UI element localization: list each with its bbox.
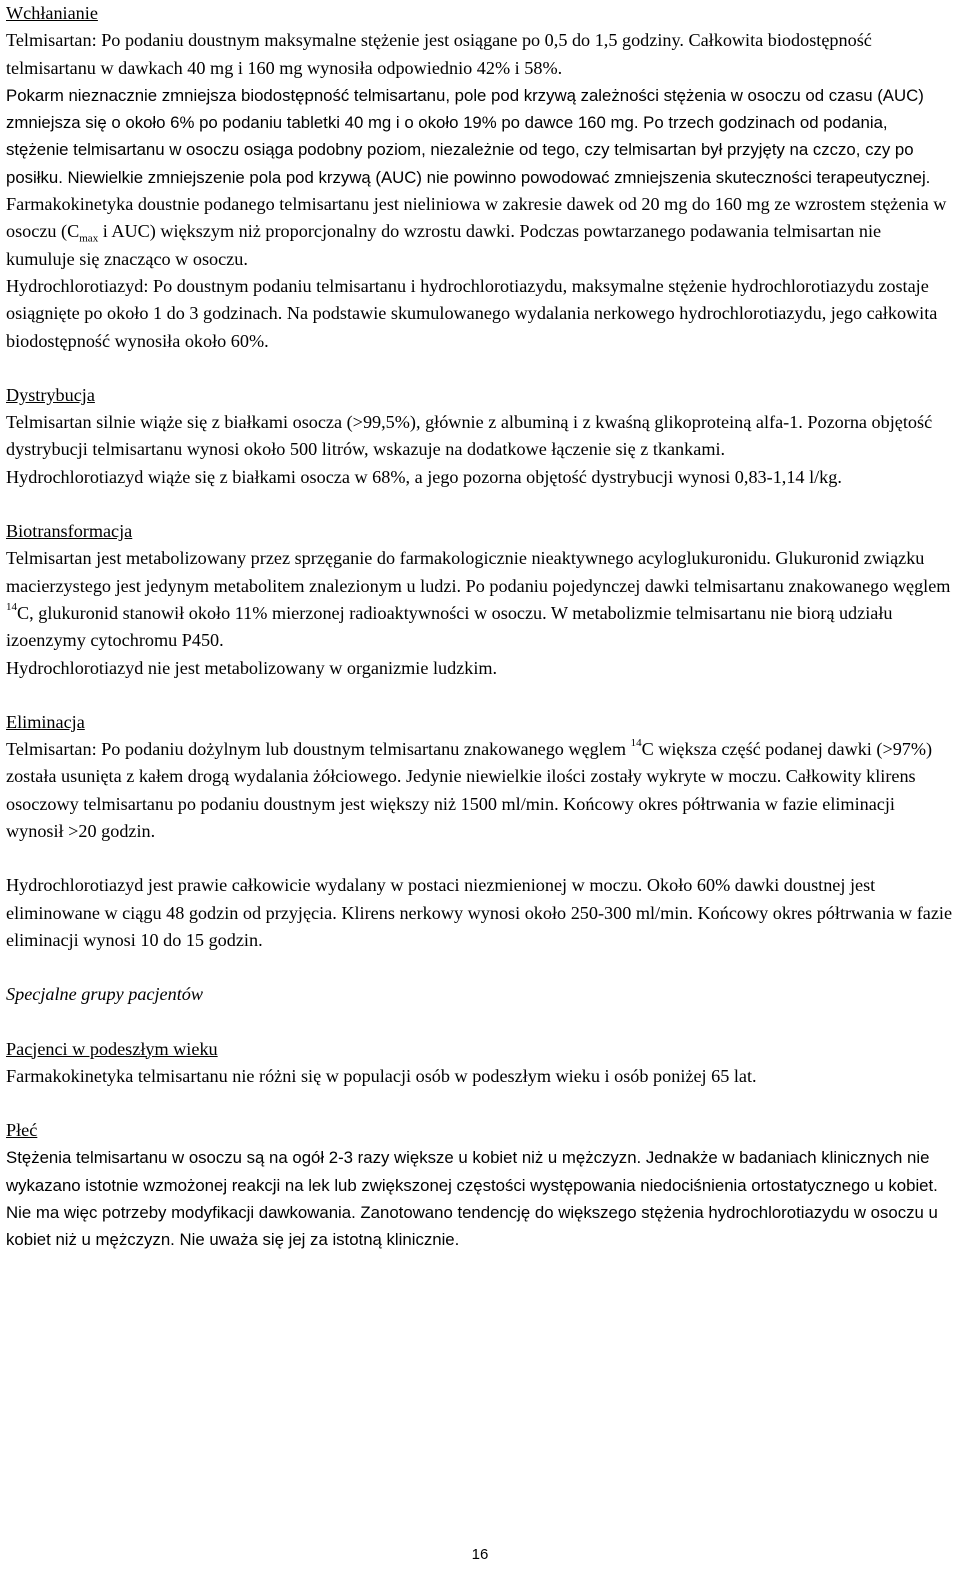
- absorption-three-hours-text: Po trzech godzinach od podania, stężenie telmisartanu w osoczu osiąga podobny poziom, niezależnie od tego, czy telmisartan był przyjęty na czczo, czy po posiłku. Niewielkie zmniejszenie pola pod krzywą (AUC) nie powinno powodować zmniejszenia skuteczności terapeutycznej.: [6, 113, 931, 187]
- absorption-telmisartan-paragraph: Telmisartan: Po podaniu doustnym maksymalne stężenie jest osiągane po 0,5 do 1,5 godziny. Całkowita biodostępność telmisartanu w dawkach 40 mg i 160 mg wynosiła odpowiednio 42% i 58%.: [6, 30, 872, 78]
- elimination-text-b: C większa część podanej dawki (>97%) została usunięta z kałem drogą wydalania żółciowego. Jedynie niewielkie ilości zostały wykryte w moczu. Całkowity klirens osoczowy telmisartanu po podaniu doustnym jest większy niż 1500 ml/min. Końcowy okres półtrwania w fazie eliminacji wynosił >20 godzin.: [6, 739, 933, 842]
- distribution-hydrochlorothiazide-paragraph: Hydrochlorotiazyd wiąże się z białkami osocza w 68%, a jego pozorna objętość dystrybucji wynosi 0,83-1,14 l/kg.: [6, 466, 842, 487]
- page-number: 16: [471, 1546, 489, 1563]
- absorption-hydrochlorothiazide-paragraph: Hydrochlorotiazyd: Po doustnym podaniu telmisartanu i hydrochlorotiazydu, maksymalne stężenie hydrochlorotiazydu zostaje osiągnięte po około 1 do 3 godzinach. Na podstawie skumulowanego wydalania nerkowego hydrochlorotiazydu, jego całkowita biodostępność wynosiła około 60%.: [6, 275, 938, 351]
- distribution-section: [6, 382, 954, 491]
- biotransformation-heading: Biotransformacja: [6, 521, 133, 542]
- elimination-heading: Eliminacja: [6, 711, 85, 732]
- biotransformation-hydrochlorothiazide-paragraph: Hydrochlorotiazyd nie jest metabolizowany w organizmie ludzkim.: [6, 657, 498, 678]
- sex-heading: Płeć: [6, 1120, 38, 1141]
- carbon-14-superscript: 14: [630, 737, 642, 750]
- biotransformation-telmisartan-paragraph: [6, 545, 954, 654]
- elderly-paragraph: Farmakokinetyka telmisartanu nie różni się w populacji osób w podeszłym wieku i osób poniżej 65 lat.: [6, 1065, 757, 1086]
- elimination-text-a: Telmisartan: Po podaniu dożylnym lub doustnym telmisartanu znakowanego węglem: [6, 739, 631, 760]
- biotransformation-text-a: Telmisartan jest metabolizowany przez sprzęganie do farmakologicznie nieaktywnego acyloglukuronidu. Glukuronid związku macierzystego jest jedynym metabolitem znalezionym u ludzi. Po podaniu pojedynczej dawki telmisartanu znakowanego węglem: [6, 548, 951, 596]
- distribution-telmisartan-paragraph: Telmisartan silnie wiąże się z białkami osocza (>99,5%), głównie z albuminą i z kwaśną glikoproteiną alfa-1. Pozorna objętość dystrybucji telmisartanu wynosi około 500 litrów, wskazuje na dodatkowe łączenie się z tkankami.: [6, 412, 933, 460]
- elimination-hydrochlorothiazide-section: [6, 872, 954, 954]
- cmax-subscript: max: [79, 233, 99, 246]
- distribution-heading: Dystrybucja: [6, 384, 95, 405]
- document-page: [6, 0, 954, 1281]
- absorption-section: [6, 0, 954, 355]
- absorption-food-text: Pokarm nieznacznie zmniejsza biodostępność telmisartanu, pole pod krzywą zależności stężenia w osoczu od czasu (AUC) zmniejsza się o około 6% po podaniu tabletki 40 mg i o około 19% po dawce 160 mg.: [6, 85, 924, 133]
- biotransformation-text-b: C, glukuronid stanowił około 11% mierzonej radioaktywności w osoczu. W metabolizmie telmisartanu nie biorą udziału izoenzymy cytochromu P450.: [6, 602, 893, 651]
- carbon-14-superscript: 14: [6, 600, 17, 613]
- elimination-telmisartan-paragraph: [6, 736, 954, 845]
- sex-paragraph: Stężenia telmisartanu w osoczu są na ogół 2-3 razy większe u kobiet niż u mężczyzn. Jednakże w badaniach klinicznych nie wykazano istotnie wzmożonej reakcji na lek lub zwiększonej częstości występowania niedociśnienia ortostatycznego u kobiet. Nie ma więc potrzeby modyfikacji dawkowania. Zanotowano tendencję do większego stężenia hydrochlorotiazydu w osoczu u kobiet niż u mężczyzn. Nie uważa się jej za istotną klinicznie.: [6, 1148, 938, 1250]
- absorption-heading: Wchłanianie: [6, 3, 98, 23]
- absorption-food-paragraph: [6, 82, 954, 273]
- elimination-section: [6, 709, 954, 845]
- absorption-nonlinear-text: Farmakokinetyka doustnie podanego telmisartanu jest nieliniowa w zakresie dawek od 20 mg do 160 mg ze wzrostem stężenia w osoczu (C: [6, 194, 947, 242]
- elimination-hydrochlorothiazide-paragraph: Hydrochlorotiazyd jest prawie całkowicie wydalany w postaci niezmienionej w moczu. Około 60% dawki doustnej jest eliminowane w ciągu 48 godzin od przyjęcia. Klirens nerkowy wynosi około 250-300 ml/min. Końcowy okres półtrwania w fazie eliminacji wynosi 10 do 15 godzin.: [6, 875, 953, 950]
- absorption-dose-text: i AUC) większym niż proporcjonalny do wzrostu dawki. Podczas powtarzanego podawania telmisartan nie kumuluje się znacząco w osoczu.: [6, 221, 882, 269]
- special-groups-heading: Specjalne grupy pacjentów: [6, 984, 203, 1005]
- elderly-heading: Pacjenci w podeszłym wieku: [6, 1038, 218, 1059]
- sex-section: [6, 1117, 954, 1253]
- special-groups-section: [6, 981, 954, 1008]
- biotransformation-section: [6, 518, 954, 682]
- elderly-section: [6, 1036, 954, 1091]
